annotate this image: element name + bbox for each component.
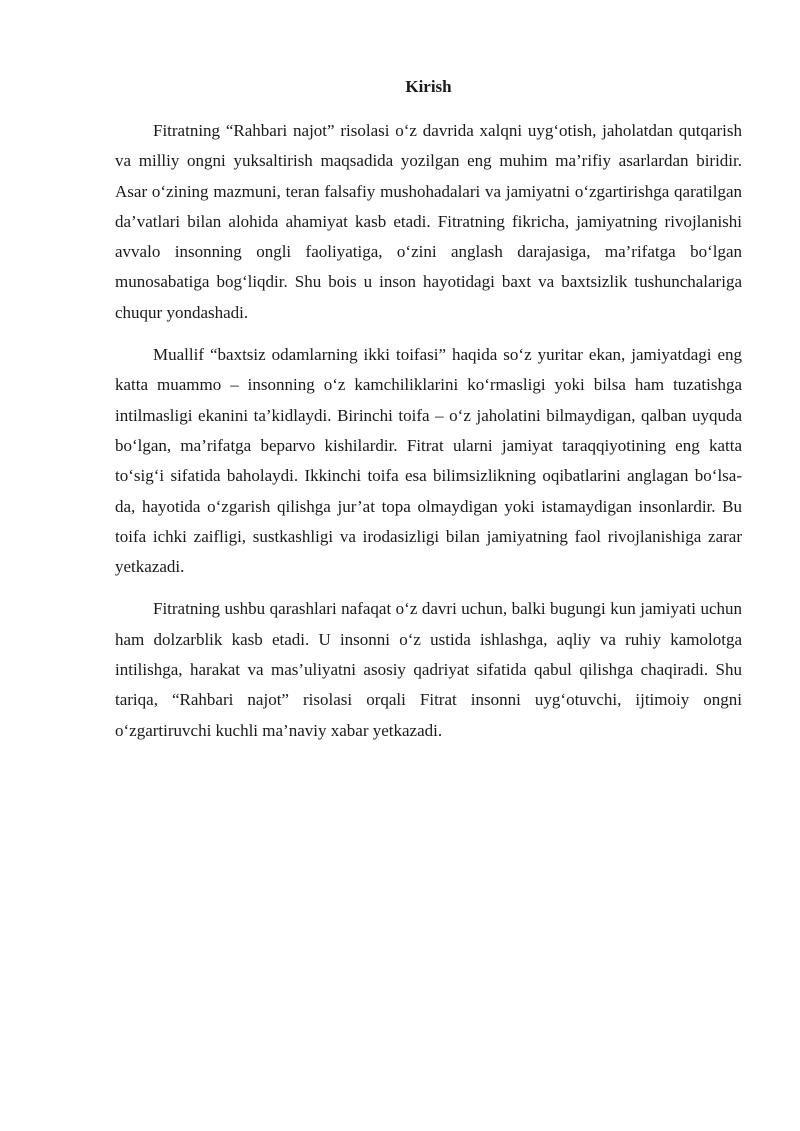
paragraph-1: Fitratning “Rahbari najot” risolasi o‘z davrida xalqni uyg‘otish, jaholatdan qutqarish va milliy ongni yuksaltirish maqsadida yozilgan eng muhim ma’rifiy asarlardan biridir. Asar o‘zining mazmuni, teran falsafiy mushohadalari va jamiyatni o‘zgartirishga qaratilgan da’vatlari bilan alohida ahamiyat kasb etadi. Fitratning fikricha, jamiyatning rivojlanishi avvalo insonning ongli faoliyatiga, o‘zini anglash darajasiga, ma’rifatga bo‘lgan munosabatiga bog‘liqdir. Shu bois u inson hayotidagi baxt va baxtsizlik tushunchalariga chuqur yondashadi. [115, 121, 742, 322]
document-body [115, 72, 742, 758]
paragraph-3: Fitratning ushbu qarashlari nafaqat o‘z davri uchun, balki bugungi kun jamiyati uchun ham dolzarblik kasb etadi. U insonni o‘z ustida ishlashga, aqliy va ruhiy kamolotga intilishga, harakat va mas’uliyatni asosiy qadriyat sifatida qabul qilishga chaqiradi. Shu tariqa, “Rahbari najot” risolasi orqali Fitrat insonni uyg‘otuvchi, ijtimoiy ongni o‘zgartiruvchi kuchli ma’naviy xabar yetkazadi. [115, 599, 742, 740]
paragraph-2: Muallif “baxtsiz odamlarning ikki toifasi” haqida so‘z yuritar ekan, jamiyatdagi eng katta muammo – insonning o‘z kamchiliklarini ko‘rmasligi yoki bilsa ham tuzatishga intilmasligi ekanini ta’kidlaydi. Birinchi toifa – o‘z jaholatini bilmaydigan, qalban uyquda bo‘lgan, ma’rifatga beparvo kishilardir. Fitrat ularni jamiyat taraqqiyotining eng katta to‘sig‘i sifatida baholaydi. Ikkinchi toifa esa bilimsizlikning oqibatlarini anglagan bo‘lsa-da, hayotida o‘zgarish qilishga jur’at topa olmaydigan yoki istamaydigan insonlardir. Bu toifa ichki zaifligi, sustkashligi va irodasizligi bilan jamiyatning faol rivojlanishiga zarar yetkazadi. [115, 345, 742, 577]
page-title: Kirish [405, 77, 452, 96]
